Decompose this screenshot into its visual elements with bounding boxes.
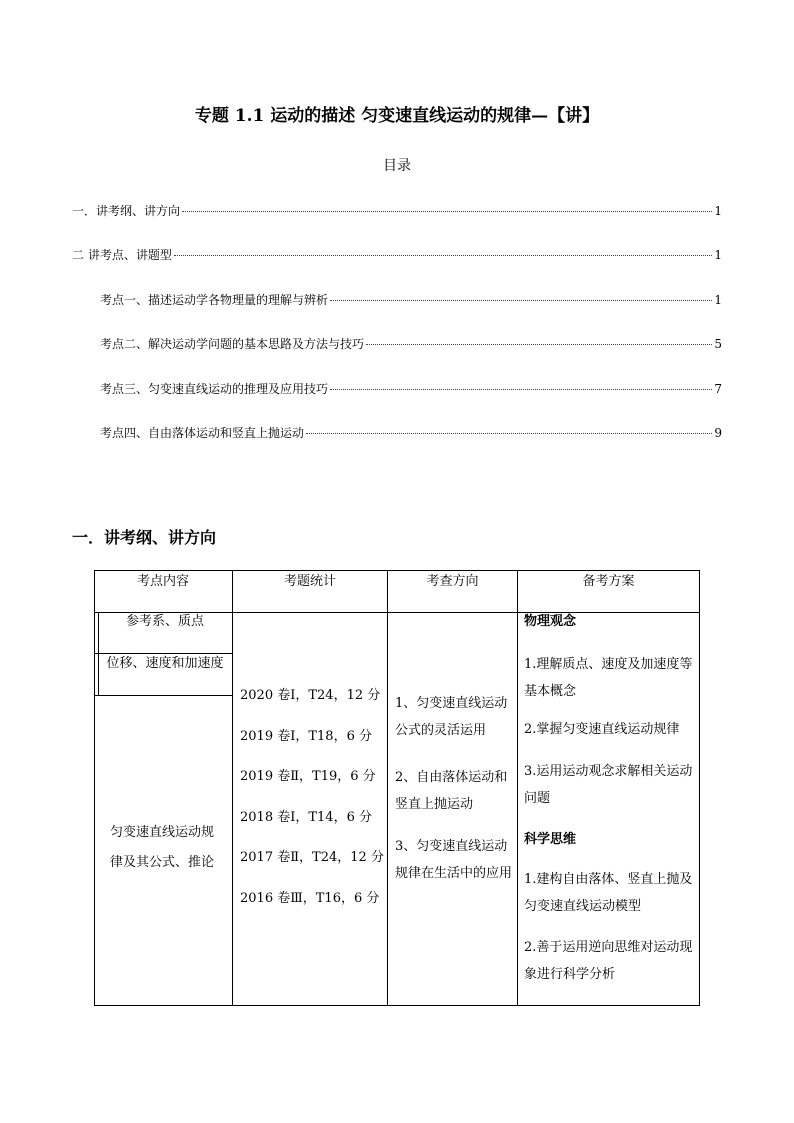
table-border [94, 570, 95, 1006]
toc-leader-dots [306, 433, 712, 434]
toc-entry-page: 1 [714, 204, 722, 218]
toc-entry[interactable] [100, 291, 722, 309]
plan-item: 3.运用运动观念求解相关运动问题 [524, 764, 693, 806]
table-border [232, 570, 233, 1006]
toc-entry-page: 7 [714, 382, 722, 396]
plan-item: 1.建构自由落体、竖直上抛及匀变速直线运动模型 [524, 872, 693, 914]
table-cell: 1、匀变速直线运动公式的灵活运用 [395, 696, 508, 738]
table-header-cell: 考题统计 [283, 574, 336, 589]
table-border [699, 570, 700, 1006]
toc-entry[interactable] [72, 246, 722, 264]
table-cell: 2016 卷Ⅲ，T16，6 分 [240, 891, 380, 906]
table-border [387, 570, 388, 1006]
table-header-cell: 备考方案 [582, 574, 635, 589]
table-cell: 参考系、质点 [125, 614, 204, 629]
toc-entry-page: 1 [714, 293, 722, 307]
toc-entry-label: 考点四、自由落体运动和竖直上抛运动 [100, 426, 305, 440]
page-title: 专题 1.1 运动的描述 匀变速直线运动的规律—【讲】 [194, 106, 600, 126]
plan-item: 1.理解质点、速度及加速度等基本概念 [524, 657, 693, 699]
toc-leader-dots [330, 389, 712, 390]
plan-item: 2.善于运用逆向思维对运动现象进行科学分析 [524, 940, 693, 982]
toc-leader-dots [174, 255, 713, 256]
plan-group-title: 物理观念 [524, 614, 577, 629]
table-cell: 2018 卷Ⅰ，T14，6 分 [240, 810, 372, 825]
table-cell: 2、自由落体运动和竖直上抛运动 [395, 770, 508, 812]
table-cell: 2017 卷Ⅱ，T24，12 分 [240, 850, 384, 865]
table-cell: 匀变速直线运动规律及其公式、推论 [109, 825, 214, 870]
toc-entry[interactable] [100, 380, 722, 398]
table-cell: 2020 卷Ⅰ，T24，12 分 [240, 688, 381, 703]
section-heading: 一．讲考纲、讲方向 [72, 528, 217, 547]
toc-entry-label: 考点一、描述运动学各物理量的理解与辨析 [100, 293, 329, 307]
toc-leader-dots [366, 344, 712, 345]
table-cell: 2019 卷Ⅰ，T18，6 分 [240, 729, 372, 744]
toc-entry[interactable] [72, 202, 722, 220]
toc-entry-page: 1 [714, 248, 722, 262]
toc-entry[interactable] [100, 335, 722, 353]
plan-item: 2.掌握匀变速直线运动规律 [524, 722, 680, 737]
table-header-cell: 考查方向 [426, 574, 479, 589]
table-cell: 3、匀变速直线运动规律在生活中的应用 [395, 839, 513, 881]
toc-entry-page: 9 [714, 426, 722, 440]
table-border [94, 695, 233, 696]
toc-heading: 目录 [383, 158, 411, 174]
toc-entry-label: 考点二、解决运动学问题的基本思路及方法与技巧 [100, 337, 365, 351]
toc-leader-dots [330, 300, 712, 301]
toc-entry-label: 考点三、匀变速直线运动的推理及应用技巧 [100, 382, 329, 396]
toc-entry-label: 二 讲考点、讲题型 [72, 248, 172, 262]
toc-entry[interactable] [100, 424, 722, 442]
table-border [94, 1005, 700, 1006]
table-border [517, 570, 518, 1006]
table-cell: 位移、速度和加速度 [106, 656, 224, 671]
table-header-cell: 考点内容 [136, 574, 189, 589]
plan-group-title: 科学思维 [524, 832, 577, 847]
table-cell: 2019 卷Ⅱ，T19，6 分 [240, 769, 376, 784]
toc-leader-dots [182, 211, 712, 212]
table-border [94, 570, 700, 571]
toc-entry-label: 一．讲考纲、讲方向 [72, 204, 181, 218]
toc-entry-page: 5 [714, 337, 722, 351]
